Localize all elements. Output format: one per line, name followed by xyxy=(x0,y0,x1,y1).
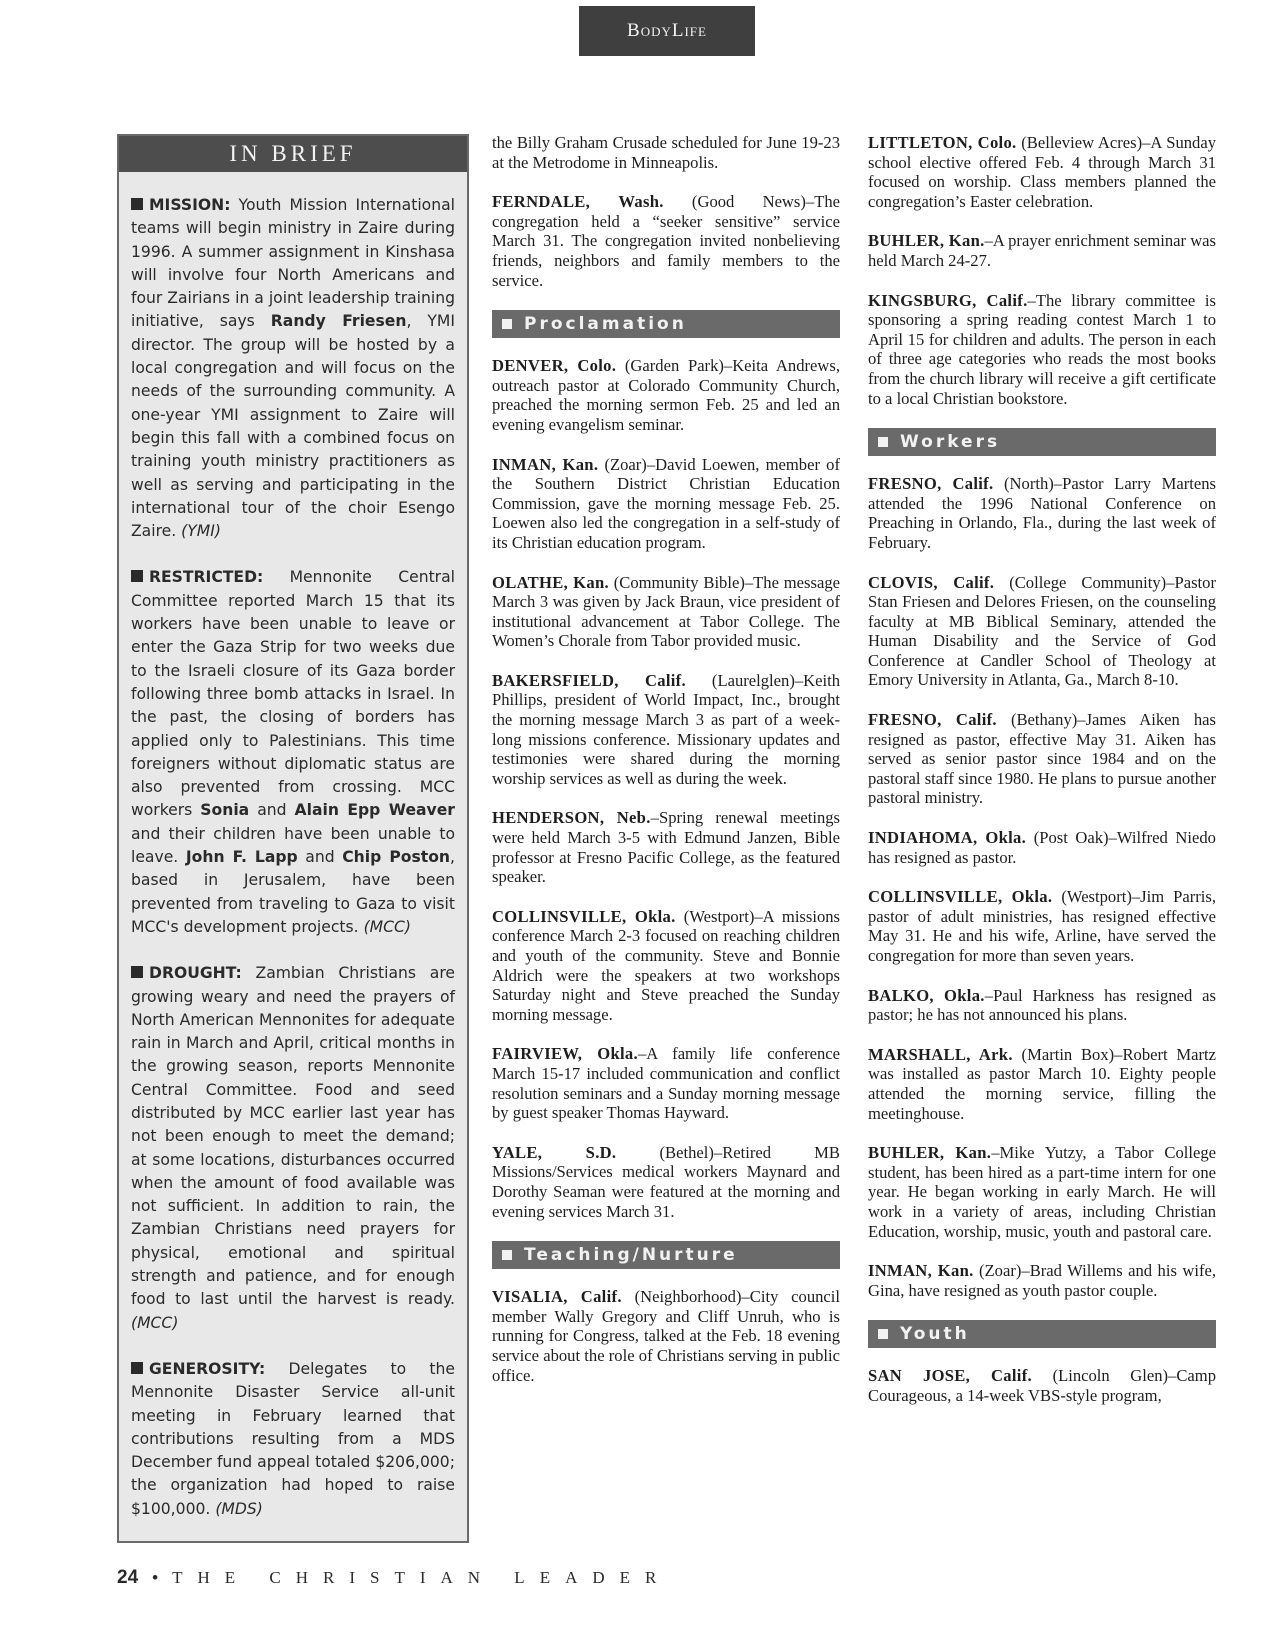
brief-source: (MCC) xyxy=(363,917,411,936)
section-title: BodyLife xyxy=(627,20,707,41)
page-footer xyxy=(117,1563,671,1593)
heading-label: Workers xyxy=(900,432,1001,453)
news-text: (North)–Pastor Larry Martens attended the 1996 National Conference on Preaching in Orlando, Fla., during the last week of February. xyxy=(868,474,1217,552)
section-heading-proclamation xyxy=(492,310,840,338)
news-item xyxy=(492,671,840,789)
brief-name: Chip Poston xyxy=(342,848,451,867)
news-item xyxy=(492,808,840,886)
news-place: COLLINSVILLE, Okla. xyxy=(492,906,676,926)
news-text: (Belleview Acres)–A Sunday school elective offered Feb. 4 through March 31 focused on worship. Class members planned the congregation’s Easter celebration. xyxy=(868,133,1217,211)
brief-keyword: MISSION: xyxy=(149,196,231,214)
news-place: FRESNO, Calif. xyxy=(868,710,997,730)
news-item xyxy=(492,192,840,290)
news-place: INDIAHOMA, Okla. xyxy=(868,828,1027,848)
news-place: FRESNO, Calif. xyxy=(868,474,994,494)
brief-text: , YMI director. The group will be hosted by a local congregation and will focus on the needs of the surrounding community. A one-year YMI assignment to Zaire will begin this fall with a combined focus on training youth ministry practitioners as well as serving and participating in the international tour of the choir Esengo Zaire. xyxy=(131,312,455,541)
news-text: –A family life conference March 15-17 included communication and conflict resolution seminars and a Sunday morning message by guest speaker Thomas Hayward. xyxy=(492,1044,840,1123)
heading-square-icon xyxy=(502,319,512,329)
news-item xyxy=(868,828,1216,867)
news-item xyxy=(868,710,1216,808)
in-brief-sidebar xyxy=(117,134,469,1543)
news-place: BUHLER, Kan. xyxy=(868,1143,992,1163)
news-item xyxy=(868,1261,1216,1300)
news-place: MARSHALL, Ark. xyxy=(868,1044,1013,1064)
news-place: INMAN, Kan. xyxy=(492,454,599,474)
brief-item-drought xyxy=(131,962,455,1335)
news-text: (Garden Park)–Keita Andrews, outreach pastor at Colorado Community Church, preached the morning sermon Feb. 25 and led an evening evangelism seminar. xyxy=(492,356,840,434)
news-item xyxy=(868,474,1216,552)
heading-square-icon xyxy=(878,1329,888,1339)
section-heading-youth xyxy=(868,1320,1216,1348)
news-text: (Post Oak)–Wilfred Niedo has resigned as pastor. xyxy=(868,828,1216,867)
news-place: INMAN, Kan. xyxy=(868,1261,974,1281)
brief-text: Zambian Christians are growing weary and need the prayers of North American Mennonites for adequate rain in March and April, critical months in the growing season, reports Mennonite Central Committee. Food and seed distributed by MCC earlier last year has not been enough to meet the demand; at some locations, disturbances occurred when the amount of food available was not sufficient. In addition to rain, the Zambian Christians need prayers for physical, emotional and spiritual strength and patience, and for enough food to last until the harvest is ready. xyxy=(131,964,455,1309)
in-brief-body xyxy=(119,172,467,1521)
heading-label: Youth xyxy=(900,1324,970,1345)
brief-keyword: DROUGHT: xyxy=(149,964,242,983)
news-text: (Lincoln Glen)–Camp Courageous, a 14-week VBS-style program, xyxy=(868,1366,1216,1405)
brief-item-restricted xyxy=(131,566,455,939)
news-text: (Westport)–A missions conference March 2-3 focused on reaching children and youth of the community. Steve and Bonnie Aldrich were the speakers at two workshops Saturday night and Steve preached the Sunday morning message. xyxy=(492,906,841,1024)
section-heading-teaching-nurture xyxy=(492,1241,840,1269)
news-text: (Laurelglen)–Keith Phillips, president of World Impact, Inc., brought the morning message March 3 as part of a week-long missions conference. Missionary updates and testimonies were shared during the morning worship services as well as during the week. xyxy=(492,670,841,788)
brief-name: Alain Epp Weaver xyxy=(294,801,455,820)
brief-item-generosity xyxy=(131,1358,455,1521)
news-item xyxy=(868,1143,1216,1241)
brief-text: Youth Mission International teams will begin ministry in Zaire during 1996. A summer assignment in Kinshasa will involve four North Americans and four Zairians in a joint leadership training initiative, says xyxy=(131,196,455,331)
section-heading-workers xyxy=(868,428,1216,456)
news-item xyxy=(868,133,1216,211)
page-number: 24 xyxy=(117,1567,139,1588)
heading-square-icon xyxy=(878,437,888,447)
news-text: –A prayer enrichment seminar was held March 24-27. xyxy=(868,231,1217,270)
news-column-1 xyxy=(492,133,840,1405)
news-text: (Zoar)–Brad Willems and his wife, Gina, have resigned as youth pastor couple. xyxy=(868,1261,1216,1300)
news-place: BALKO, Okla. xyxy=(868,985,985,1005)
news-text: (Bethany)–James Aiken has resigned as pastor, effective May 31. Aiken has served as senior pastor since 1984 and on the pastoral staff since 1980. He plans to pursue another pastoral ministry. xyxy=(868,710,1216,808)
brief-text: and xyxy=(297,848,343,867)
news-text: (College Community)–Pastor Stan Friesen and Delores Friesen, on the counseling faculty at MB Biblical Seminary, attended the Human Disability and the Service of God Conference at Candler School of Theology at Emory University in Atlanta, Ga., March 8-10. xyxy=(868,572,1216,690)
footer-separator: • xyxy=(152,1568,159,1587)
news-text: (Zoar)–David Loewen, member of the Southern District Christian Education Commission, gave the morning message Feb. 25. Loewen also led the congregation in a self-study of its Christian education program. xyxy=(492,454,840,552)
news-text: (Martin Box)–Robert Martz was installed as pastor March 10. Eighty people attended the morning service, filling the meetinghouse. xyxy=(868,1044,1216,1123)
news-place: COLLINSVILLE, Okla. xyxy=(868,887,1053,907)
brief-text: Mennonite Central Committee reported March 15 that its workers have been unable to leave or enter the Gaza Strip for two weeks due to the Israeli closure of its Gaza border following three bomb attacks in Israel. In the past, the closing of borders has applied only to Palestinians. This time foreigners without diplomatic status are also prevented from crossing. MCC workers xyxy=(131,568,455,820)
news-place: OLATHE, Kan. xyxy=(492,572,609,592)
bullet-square-icon xyxy=(131,1362,143,1374)
news-item xyxy=(868,1045,1216,1123)
news-place: FERNDALE, Wash. xyxy=(492,192,664,212)
heading-label: Teaching/Nurture xyxy=(524,1245,738,1266)
heading-label: Proclamation xyxy=(524,314,687,335)
news-item xyxy=(492,573,840,651)
news-item xyxy=(492,455,840,553)
news-item xyxy=(868,291,1216,409)
heading-square-icon xyxy=(502,1250,512,1260)
brief-name: John F. Lapp xyxy=(185,848,298,867)
brief-text: and xyxy=(249,801,295,820)
brief-keyword: GENEROSITY: xyxy=(149,1359,266,1378)
news-text: (Neighborhood)–City council member Wally Gregory and Cliff Unruh, who is running for Congress, talked at the Feb. 18 evening service about the role of Christians serving in public office. xyxy=(492,1287,840,1385)
news-item xyxy=(868,1366,1216,1405)
magazine-name: THE CHRISTIAN LEADER xyxy=(172,1568,672,1587)
in-brief-title: IN BRIEF xyxy=(119,136,467,172)
news-item xyxy=(868,573,1216,691)
news-place: BUHLER, Kan. xyxy=(868,231,985,251)
bullet-square-icon xyxy=(131,570,143,582)
brief-source: (MCC) xyxy=(131,1313,179,1332)
brief-name: Sonia xyxy=(200,801,250,820)
news-item xyxy=(868,231,1216,270)
news-item xyxy=(492,356,840,434)
brief-item-mission xyxy=(131,194,455,543)
news-place: BAKERSFIELD, Calif. xyxy=(492,670,686,690)
news-place: CLOVIS, Calif. xyxy=(868,572,995,592)
section-header-tab xyxy=(579,6,755,56)
news-place: SAN JOSE, Calif. xyxy=(868,1366,1032,1386)
news-text: (Westport)–Jim Parris, pastor of adult ministries, has resigned effective May 31. He and his wife, Arline, have served the congregation for more than seven years. xyxy=(868,887,1216,965)
news-text: (Good News)–The congregation held a “seeker sensitive” service March 31. The congregation invited nonbelieving friends, neighbors and family members to the service. xyxy=(492,192,840,290)
news-text: –Spring renewal meetings were held March 3-5 with Edmund Janzen, Bible professor at Fresno Pacific College, as the featured speaker. xyxy=(492,808,840,887)
news-place: LITTLETON, Colo. xyxy=(868,133,1017,152)
bullet-square-icon xyxy=(131,966,143,978)
brief-source: (MDS) xyxy=(215,1499,263,1518)
news-text: –Mike Yutzy, a Tabor College student, has been hired as a part-time intern for one year. He began working in early March. He will work in a variety of areas, including Christian Education, worship, music, youth and pastoral care. xyxy=(868,1143,1216,1241)
bullet-square-icon xyxy=(131,198,143,210)
news-column-2 xyxy=(868,133,1216,1426)
news-item xyxy=(492,907,840,1025)
news-text: (Bethel)–Retired MB Missions/Services medical workers Maynard and Dorothy Seaman were featured at the morning and evening services March 31. xyxy=(492,1142,841,1221)
news-place: FAIRVIEW, Okla. xyxy=(492,1044,638,1064)
news-place: HENDERSON, Neb. xyxy=(492,808,651,828)
news-item xyxy=(492,1143,840,1221)
brief-text: and their children have been unable to leave. xyxy=(131,824,455,867)
news-text: (Community Bible)–The message March 3 was given by Jack Braun, vice president of institutional advancement at Tabor College. The Women’s Chorale from Tabor provided music. xyxy=(492,572,840,651)
brief-source: (YMI) xyxy=(181,522,221,541)
brief-text: , based in Jerusalem, have been prevented from traveling to Gaza to visit MCC's development projects. xyxy=(131,848,455,936)
news-place: YALE, S.D. xyxy=(492,1142,617,1162)
brief-text: Delegates to the Mennonite Disaster Service all-unit meeting in February learned that contributions resulting from a MDS December fund appeal totaled $206,000; the organization had hoped to raise $100,000. xyxy=(131,1359,455,1518)
news-place: DENVER, Colo. xyxy=(492,356,617,376)
news-text: –The library committee is sponsoring a spring reading contest March 1 to April 15 for children and adults. The person in each of three age categories who reads the most books from the church library will receive a gift certificate to a local Christian bookstore. xyxy=(868,290,1216,408)
news-text: –Paul Harkness has resigned as pastor; he has not announced his plans. xyxy=(868,985,1216,1025)
brief-keyword: RESTRICTED: xyxy=(149,568,264,587)
news-place: VISALIA, Calif. xyxy=(492,1287,622,1307)
news-item xyxy=(868,887,1216,965)
brief-name: Randy Friesen xyxy=(270,312,407,331)
news-item xyxy=(492,1287,840,1385)
continuation-paragraph: the Billy Graham Crusade scheduled for June 19-23 at the Metrodome in Minneapolis. xyxy=(492,133,840,172)
news-item xyxy=(492,1044,840,1122)
news-place: KINGSBURG, Calif. xyxy=(868,290,1028,310)
news-item xyxy=(868,986,1216,1025)
